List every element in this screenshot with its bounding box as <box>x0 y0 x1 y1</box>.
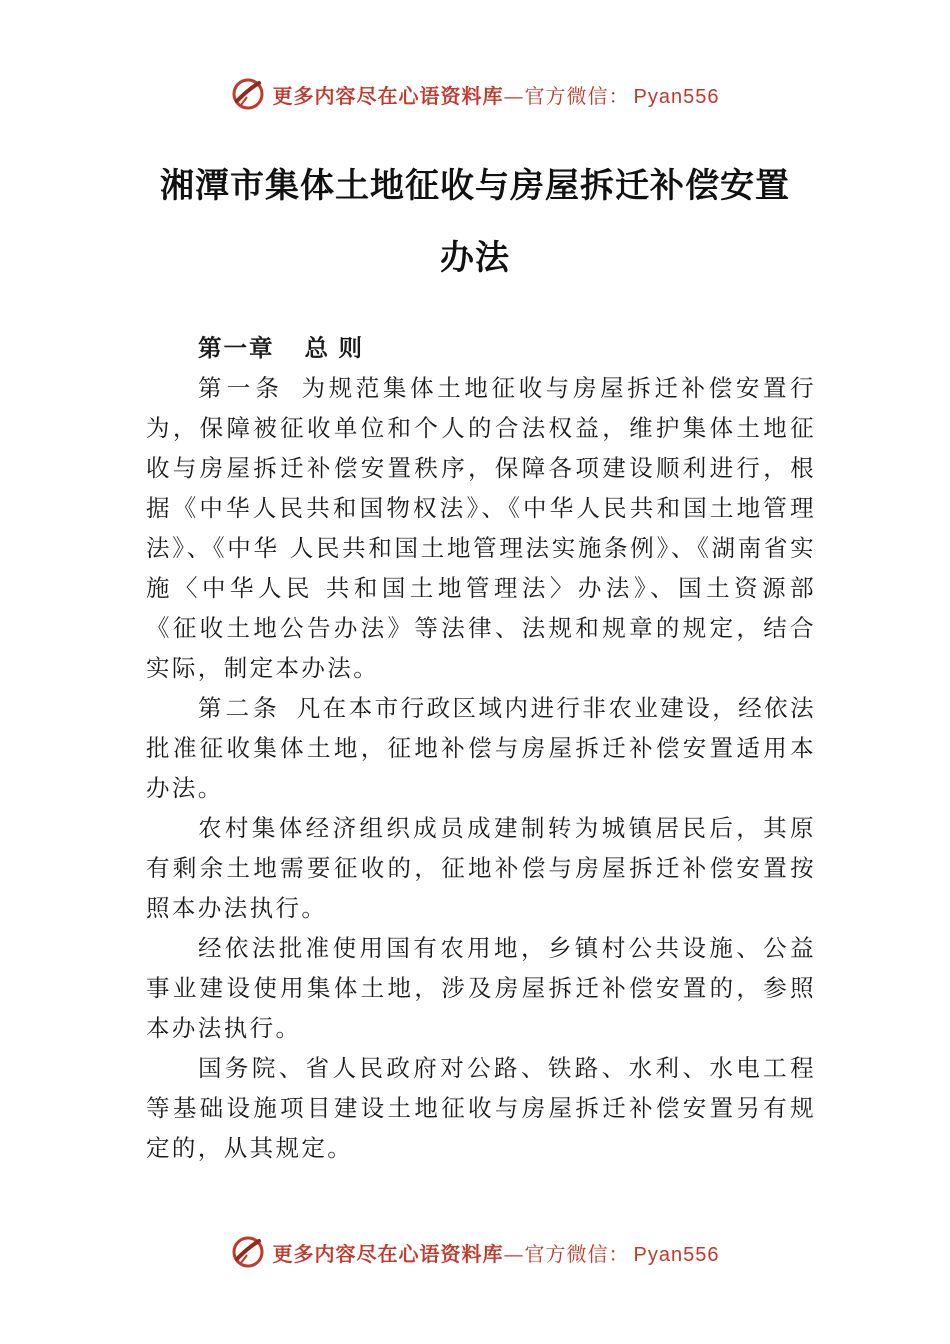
banner-wechat-label: 官方微信： <box>524 1241 630 1266</box>
calligraphy-brush-logo-icon <box>231 77 265 111</box>
footer-banner <box>0 1228 950 1276</box>
banner-main-text: 更多内容尽在心语资料库 <box>272 1241 504 1266</box>
paragraph-2: 经依法批准使用国有农用地，乡镇村公共设施、公益事业建设使用集体土地，涉及房屋拆迁补偿安置的，参照本办法执行。 <box>146 934 816 1042</box>
paragraph-1: 农村集体经济组织成员成建制转为城镇居民后，其原有剩余土地需要征收的，征地补偿与房屋拆迁补偿安置按照本办法执行。 <box>146 814 816 922</box>
document-body <box>146 328 816 1168</box>
article-2 <box>146 688 816 808</box>
banner-wechat-id: Pyan556 <box>633 1243 720 1266</box>
article-1 <box>146 368 816 688</box>
paragraph-3: 国务院、省人民政府对公路、铁路、水利、水电工程等基础设施项目建设土地征收与房屋拆迁补偿安置另有规定的，从其规定。 <box>146 1054 816 1162</box>
banner-separator: — <box>503 1241 525 1266</box>
chapter-heading <box>146 328 816 368</box>
banner-text <box>273 1238 720 1267</box>
banner-main-text: 更多内容尽在心语资料库 <box>272 83 504 108</box>
header-banner <box>0 70 950 118</box>
banner-separator: — <box>503 83 525 108</box>
calligraphy-brush-logo-icon <box>231 1235 265 1269</box>
article-1-label: 第一条 <box>198 374 285 402</box>
banner-text <box>273 80 720 109</box>
banner-wechat-id: Pyan556 <box>633 85 720 108</box>
article-1-text: 为规范集体土地征收与房屋拆迁补偿安置行为，保障被征收单位和个人的合法权益，维护集体土地征收与房屋拆迁补偿安置秩序，保障各项建设顺利进行，根据《中华人民共和国物权法》、《中华人民共和国土地管理法》、《中华 人民共和国土地管理法实施条例》、《湖南省实施〈中华人民 共和国土地管理法〉办法》、国土资源部《征收土地公告办法》等法律、法规和规章的规定，结合实际，制定本办法。 <box>146 374 817 682</box>
document-title-line-1: 湘潭市集体土地征收与房屋拆迁补偿安置 <box>160 166 790 206</box>
chapter-number: 第一章 <box>198 335 275 361</box>
article-2-label: 第二条 <box>198 694 281 722</box>
document-title-line-2: 办法 <box>440 238 510 278</box>
banner-wechat-label: 官方微信： <box>524 83 630 108</box>
chapter-name: 总 则 <box>304 335 365 361</box>
article-2-text: 凡在本市行政区域内进行非农业建设，经依法批准征收集体土地，征地补偿与房屋拆迁补偿安置适用本办法。 <box>146 694 817 802</box>
